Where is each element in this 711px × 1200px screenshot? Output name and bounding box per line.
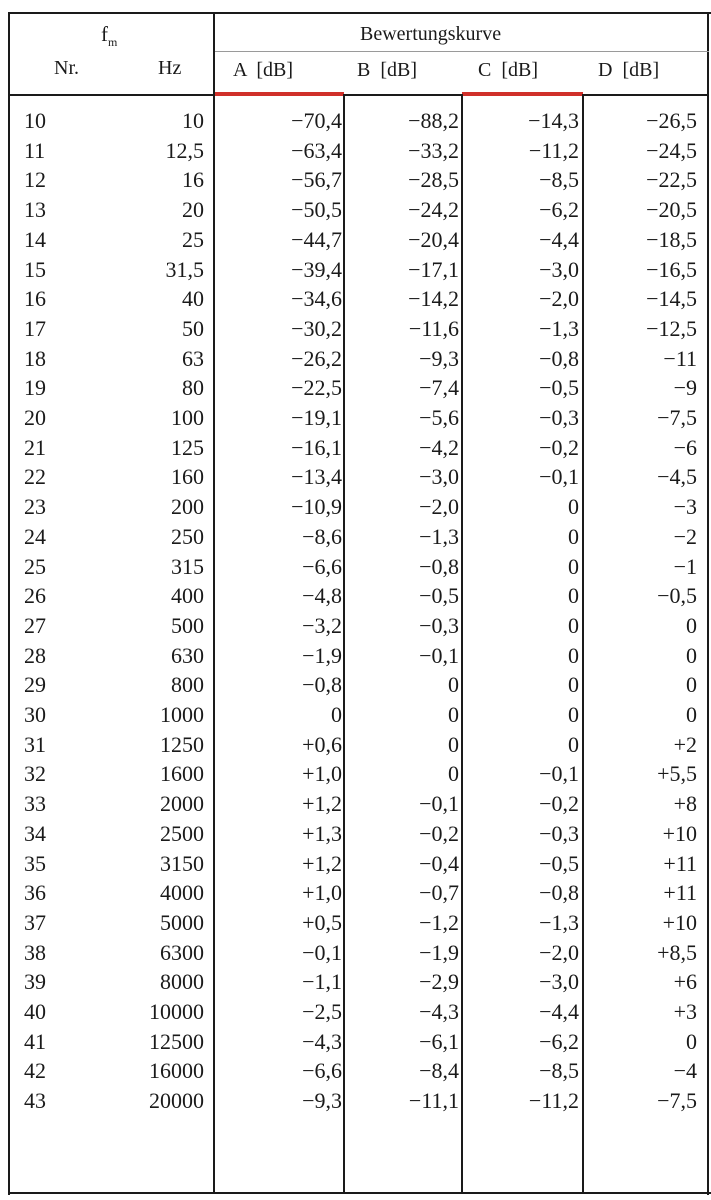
cell-b: −14,2 [408, 286, 459, 312]
cell-d: −9 [673, 375, 697, 401]
cell-a: −4,8 [302, 583, 342, 609]
table-row [0, 967, 711, 996]
cell-a: −50,5 [291, 197, 342, 223]
cell-a: +0,5 [302, 909, 342, 935]
cell-hz: 400 [171, 583, 204, 609]
cell-d: −14,5 [646, 286, 697, 312]
cell-a: −39,4 [291, 256, 342, 282]
cell-d: −18,5 [646, 226, 697, 252]
column-d-header: D [dB] [598, 59, 660, 81]
cell-d: −20,5 [646, 197, 697, 223]
cell-hz: 12500 [149, 1028, 204, 1054]
cell-b: −3,0 [419, 464, 459, 490]
cell-b: −5,6 [419, 405, 459, 430]
cell-hz: 40 [182, 286, 204, 312]
table-row [0, 670, 711, 699]
cell-d: −7,5 [657, 405, 697, 430]
cell-a: +0,6 [302, 731, 342, 757]
table-row [0, 314, 711, 343]
cell-a: −70,4 [291, 108, 342, 133]
cell-b: −24,2 [408, 197, 459, 223]
cell-c: −0,1 [539, 464, 579, 490]
cell-nr: 37 [24, 909, 46, 935]
cell-c: 0 [568, 612, 579, 638]
cell-nr: 27 [24, 612, 46, 638]
cell-c: 0 [568, 494, 579, 520]
cell-b: −0,1 [419, 791, 459, 817]
cell-c: −2,0 [539, 939, 579, 965]
table-row [0, 581, 711, 610]
cell-nr: 12 [24, 167, 46, 193]
cell-a: −22,5 [291, 375, 342, 401]
cell-c: 0 [568, 672, 579, 698]
cell-b: −4,2 [419, 434, 459, 460]
cell-nr: 42 [24, 1058, 46, 1084]
cell-a: −10,9 [291, 494, 342, 520]
cell-nr: 20 [24, 405, 46, 430]
cell-b: 0 [448, 761, 459, 787]
cell-a: −9,3 [302, 1088, 342, 1114]
cell-d: +8,5 [657, 939, 697, 965]
cell-c: 0 [568, 702, 579, 727]
cell-c: −2,0 [539, 286, 579, 312]
cell-c: −11,2 [528, 137, 579, 163]
cell-a: −44,7 [291, 226, 342, 252]
column-b-header: B [dB] [357, 59, 417, 81]
cell-hz: 31,5 [165, 256, 204, 282]
cell-c: −6,2 [539, 1028, 579, 1054]
cell-nr: 16 [24, 286, 46, 312]
fm-subscript: m [108, 35, 118, 50]
cell-b: −4,3 [419, 999, 459, 1024]
table-row [0, 789, 711, 818]
cell-b: −1,9 [419, 939, 459, 965]
cell-c: −0,3 [539, 820, 579, 846]
cell-hz: 10000 [149, 999, 204, 1024]
cell-hz: 2000 [160, 791, 204, 817]
cell-d: −4,5 [657, 464, 697, 490]
table-row [0, 492, 711, 521]
table-row [0, 165, 711, 194]
cell-d: −16,5 [646, 256, 697, 282]
cell-nr: 30 [24, 702, 46, 727]
weighting-curve-group-header: Bewertungskurve [360, 23, 502, 45]
cell-a: −0,1 [302, 939, 342, 965]
cell-b: 0 [448, 672, 459, 698]
cell-d: −11 [663, 345, 697, 371]
column-c-header: C [dB] [478, 59, 538, 81]
cell-b: −8,4 [419, 1058, 459, 1084]
cell-d: −7,5 [657, 1088, 697, 1114]
nr-column-header: Nr. [54, 57, 79, 79]
cell-c: −3,0 [539, 969, 579, 995]
cell-c: −4,4 [539, 999, 579, 1024]
table-row [0, 908, 711, 937]
cell-a: −13,4 [291, 464, 342, 490]
cell-c: −14,3 [528, 108, 579, 133]
cell-c: −1,3 [539, 909, 579, 935]
cell-d: 0 [686, 672, 697, 698]
table-row [0, 136, 711, 165]
cell-d: +5,5 [657, 761, 697, 787]
table-row [0, 552, 711, 581]
cell-c: −1,3 [539, 315, 579, 341]
table-row [0, 611, 711, 640]
cell-a: +1,0 [302, 880, 342, 906]
cell-d: +3 [673, 999, 697, 1024]
group-header-rule [214, 51, 709, 52]
cell-d: −3 [673, 494, 697, 520]
cell-b: −0,8 [419, 553, 459, 579]
cell-d: 0 [686, 1028, 697, 1054]
cell-b: −11,6 [408, 315, 459, 341]
cell-a: +1,2 [302, 850, 342, 876]
cell-d: +2 [673, 731, 697, 757]
table-row [0, 225, 711, 254]
cell-nr: 14 [24, 226, 46, 252]
cell-b: −28,5 [408, 167, 459, 193]
table-row [0, 700, 711, 729]
cell-hz: 20 [182, 197, 204, 223]
cell-hz: 25 [182, 226, 204, 252]
cell-b: −2,9 [419, 969, 459, 995]
column-a-header: A [dB] [233, 59, 293, 81]
cell-b: −0,5 [419, 583, 459, 609]
cell-d: +10 [662, 909, 697, 935]
cell-b: 0 [448, 702, 459, 727]
cell-d: −2 [673, 523, 697, 549]
cell-hz: 6300 [160, 939, 204, 965]
cell-b: −0,4 [419, 850, 459, 876]
cell-c: −4,4 [539, 226, 579, 252]
table-row [0, 1086, 711, 1115]
cell-nr: 17 [24, 315, 46, 341]
header-bottom-rule [8, 94, 709, 96]
cell-hz: 8000 [160, 969, 204, 995]
cell-a: −56,7 [291, 167, 342, 193]
table-row [0, 1056, 711, 1085]
cell-hz: 200 [171, 494, 204, 520]
cell-nr: 23 [24, 494, 46, 520]
table-row [0, 106, 711, 135]
cell-a: +1,3 [302, 820, 342, 846]
cell-b: −2,0 [419, 494, 459, 520]
cell-b: −11,1 [408, 1088, 459, 1114]
cell-c: 0 [568, 583, 579, 609]
cell-nr: 11 [24, 137, 46, 163]
cell-hz: 1000 [160, 702, 204, 727]
cell-nr: 32 [24, 761, 46, 787]
cell-hz: 4000 [160, 880, 204, 906]
table-row [0, 462, 711, 491]
cell-hz: 20000 [149, 1088, 204, 1114]
fm-header [101, 22, 117, 50]
cell-hz: 315 [171, 553, 204, 579]
cell-b: −20,4 [408, 226, 459, 252]
table-row [0, 433, 711, 462]
cell-c: −3,0 [539, 256, 579, 282]
cell-c: −0,5 [539, 850, 579, 876]
cell-d: −4 [673, 1058, 697, 1084]
cell-hz: 125 [171, 434, 204, 460]
cell-a: −19,1 [291, 405, 342, 430]
table-bottom-border [8, 1192, 711, 1194]
cell-c: −0,1 [539, 761, 579, 787]
cell-a: +1,2 [302, 791, 342, 817]
cell-c: −8,5 [539, 1058, 579, 1084]
table-row [0, 344, 711, 373]
cell-b: −0,2 [419, 820, 459, 846]
table-row [0, 641, 711, 670]
cell-d: 0 [686, 612, 697, 638]
cell-a: −30,2 [291, 315, 342, 341]
cell-a: −2,5 [302, 999, 342, 1024]
cell-a: −26,2 [291, 345, 342, 371]
table-row [0, 878, 711, 907]
cell-a: −1,1 [302, 969, 342, 995]
cell-hz: 3150 [160, 850, 204, 876]
cell-a: 0 [331, 702, 342, 727]
cell-nr: 13 [24, 197, 46, 223]
cell-d: −12,5 [646, 315, 697, 341]
cell-d: −24,5 [646, 137, 697, 163]
cell-hz: 630 [171, 642, 204, 668]
cell-nr: 29 [24, 672, 46, 698]
cell-a: −0,8 [302, 672, 342, 698]
cell-c: −8,5 [539, 167, 579, 193]
cell-a: −34,6 [291, 286, 342, 312]
table-row [0, 284, 711, 313]
cell-hz: 160 [171, 464, 204, 490]
cell-b: −0,7 [419, 880, 459, 906]
cell-hz: 63 [182, 345, 204, 371]
cell-c: −0,8 [539, 880, 579, 906]
cell-hz: 16000 [149, 1058, 204, 1084]
table-row [0, 1027, 711, 1056]
fm-symbol: f [101, 22, 108, 46]
cell-c: −0,8 [539, 345, 579, 371]
cell-d: −22,5 [646, 167, 697, 193]
cell-nr: 39 [24, 969, 46, 995]
cell-b: −1,3 [419, 523, 459, 549]
cell-a: −6,6 [302, 553, 342, 579]
cell-a: −63,4 [291, 137, 342, 163]
table-row [0, 373, 711, 402]
cell-d: +11 [663, 850, 697, 876]
cell-a: −16,1 [291, 434, 342, 460]
cell-nr: 43 [24, 1088, 46, 1114]
cell-c: −11,2 [528, 1088, 579, 1114]
cell-b: −33,2 [408, 137, 459, 163]
table-row [0, 522, 711, 551]
cell-hz: 80 [182, 375, 204, 401]
cell-a: −8,6 [302, 523, 342, 549]
table-row [0, 730, 711, 759]
cell-nr: 35 [24, 850, 46, 876]
cell-a: −3,2 [302, 612, 342, 638]
cell-d: −6 [673, 434, 697, 460]
cell-a: −6,6 [302, 1058, 342, 1084]
cell-b: −6,1 [419, 1028, 459, 1054]
cell-nr: 33 [24, 791, 46, 817]
cell-d: +10 [662, 820, 697, 846]
cell-d: +8 [673, 791, 697, 817]
table-row [0, 255, 711, 284]
cell-d: +6 [673, 969, 697, 995]
cell-hz: 250 [171, 523, 204, 549]
cell-nr: 19 [24, 375, 46, 401]
cell-nr: 40 [24, 999, 46, 1024]
cell-b: −88,2 [408, 108, 459, 133]
cell-c: −0,2 [539, 434, 579, 460]
cell-nr: 26 [24, 583, 46, 609]
cell-hz: 1250 [160, 731, 204, 757]
cell-c: 0 [568, 731, 579, 757]
cell-nr: 36 [24, 880, 46, 906]
table-row [0, 403, 711, 432]
cell-hz: 800 [171, 672, 204, 698]
cell-nr: 25 [24, 553, 46, 579]
cell-hz: 10 [182, 108, 204, 133]
highlight-column-c [462, 92, 583, 96]
cell-nr: 34 [24, 820, 46, 846]
cell-nr: 21 [24, 434, 46, 460]
table-row [0, 819, 711, 848]
cell-d: 0 [686, 702, 697, 727]
cell-hz: 16 [182, 167, 204, 193]
table-row [0, 849, 711, 878]
cell-b: −7,4 [419, 375, 459, 401]
highlight-column-a [214, 92, 344, 96]
cell-nr: 22 [24, 464, 46, 490]
cell-hz: 1600 [160, 761, 204, 787]
cell-nr: 38 [24, 939, 46, 965]
cell-b: −17,1 [408, 256, 459, 282]
cell-nr: 41 [24, 1028, 46, 1054]
cell-a: +1,0 [302, 761, 342, 787]
cell-hz: 5000 [160, 909, 204, 935]
cell-nr: 18 [24, 345, 46, 371]
table-row [0, 195, 711, 224]
cell-c: −6,2 [539, 197, 579, 223]
cell-nr: 15 [24, 256, 46, 282]
cell-c: −0,5 [539, 375, 579, 401]
cell-a: −4,3 [302, 1028, 342, 1054]
cell-nr: 31 [24, 731, 46, 757]
cell-d: −26,5 [646, 108, 697, 133]
cell-nr: 28 [24, 642, 46, 668]
cell-hz: 100 [171, 405, 204, 430]
cell-d: 0 [686, 642, 697, 668]
cell-c: 0 [568, 553, 579, 579]
cell-b: −0,3 [419, 612, 459, 638]
table-row [0, 997, 711, 1026]
cell-b: −1,2 [419, 909, 459, 935]
cell-hz: 2500 [160, 820, 204, 846]
table-top-border [8, 12, 711, 14]
table-row [0, 938, 711, 967]
cell-a: −1,9 [302, 642, 342, 668]
cell-b: 0 [448, 731, 459, 757]
cell-d: −0,5 [657, 583, 697, 609]
cell-d: −1 [673, 553, 697, 579]
cell-nr: 24 [24, 523, 46, 549]
cell-hz: 12,5 [165, 137, 204, 163]
cell-hz: 500 [171, 612, 204, 638]
cell-b: −9,3 [419, 345, 459, 371]
cell-c: −0,2 [539, 791, 579, 817]
table-row [0, 759, 711, 788]
cell-nr: 10 [24, 108, 46, 133]
cell-c: 0 [568, 642, 579, 668]
cell-b: −0,1 [419, 642, 459, 668]
cell-c: 0 [568, 523, 579, 549]
cell-hz: 50 [182, 315, 204, 341]
cell-c: −0,3 [539, 405, 579, 430]
cell-d: +11 [663, 880, 697, 906]
hz-column-header: Hz [158, 57, 182, 79]
